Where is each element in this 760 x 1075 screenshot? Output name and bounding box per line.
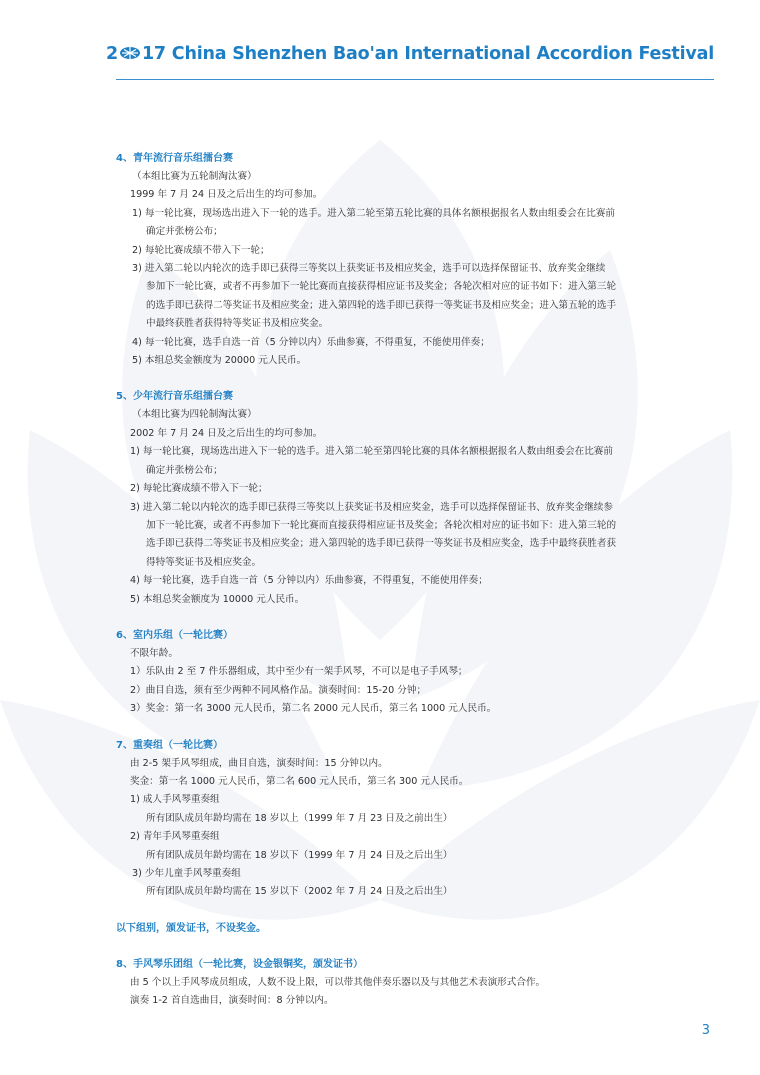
section-line: 所有团队成员年龄均需在 18 岁以上（1999 年 7 月 23 日及之前出生） xyxy=(146,812,453,824)
section-line: 1）乐队由 2 至 7 件乐器组成，其中至少有一架手风琴，不可以是电子手风琴； xyxy=(130,666,468,678)
header-divider xyxy=(116,79,714,80)
section-line: 5) 本组总奖金额度为 20000 元人民币。 xyxy=(132,355,307,367)
section-line: 由 2-5 架手风琴组成，曲目自选，演奏时间：15 分钟以内。 xyxy=(130,757,388,769)
section-heading: 8、手风琴乐团组（一轮比赛，设金银铜奖，颁发证书） xyxy=(116,958,363,970)
year-suffix: 17 xyxy=(141,44,166,64)
section-heading: 5、少年流行音乐组擂台赛 xyxy=(116,391,233,403)
section-line: 1) 每一轮比赛，现场选出进入下一轮的选手。进入第二轮至第四轮比赛的具体名额根据报名人数由组委会在比赛前 xyxy=(130,446,613,458)
section-line: 2) 每轮比赛成绩不带入下一轮； xyxy=(130,483,268,495)
section-line: （本组比赛为五轮制淘汰赛） xyxy=(132,171,257,182)
section-junior-pop xyxy=(116,388,676,608)
rules-content xyxy=(116,150,676,1011)
certificate-notice: 以下组别，颁发证书，不设奖金。 xyxy=(116,922,266,934)
section-line: 5) 本组总奖金额度为 10000 元人民币。 xyxy=(130,593,305,605)
festival-title xyxy=(106,44,714,64)
section-line: 中最终获胜者获得特等奖证书及相应奖金。 xyxy=(146,318,329,330)
page-header xyxy=(0,0,760,90)
section-line: 2) 青年手风琴重奏组 xyxy=(130,831,220,843)
section-line: 演奏 1-2 首自选曲目，演奏时间：8 分钟以内。 xyxy=(130,995,334,1007)
section-line: 1999 年 7 月 24 日及之后出生的均可参加。 xyxy=(130,189,323,201)
section-line: 奖金：第一名 1000 元人民币，第二名 600 元人民币，第三名 300 元人民币。 xyxy=(130,775,469,787)
section-line: 4) 每一轮比赛，选手自选一首（5 分钟以内）乐曲参赛，不得重复，不能使用伴奏； xyxy=(130,575,488,587)
section-line: 2002 年 7 月 24 日及之后出生的均可参加。 xyxy=(130,427,323,439)
section-ensemble xyxy=(116,737,676,902)
year-prefix: 2 xyxy=(105,44,118,64)
section-line: 由 5 个以上手风琴成员组成，人数不设上限，可以带其他伴奏乐器以及与其他艺术表演形式合作。 xyxy=(130,976,546,988)
section-heading: 4、青年流行音乐组擂台赛 xyxy=(116,153,233,164)
section-line: 加下一轮比赛，或者不再参加下一轮比赛而直接获得相应证书及奖金；各轮次相对应的证书如下：进入第三轮的 xyxy=(146,519,617,531)
section-line: 所有团队成员年龄均需在 18 岁以下（1999 年 7 月 24 日及之后出生） xyxy=(146,849,453,861)
section-youth-pop xyxy=(116,150,676,370)
section-line: 3) 进入第二轮以内轮次的选手即已获得三等奖以上获奖证书及相应奖金，选手可以选择保留证书、放弃奖金继续 xyxy=(132,263,606,275)
section-line: 2) 每轮比赛成绩不带入下一轮； xyxy=(132,244,270,256)
section-line: 的选手即已获得二等奖证书及相应奖金；进入第四轮的选手即已获得一等奖证书及相应奖金；进入第五轮的选手 xyxy=(146,299,617,311)
section-line: 确定并张榜公布； xyxy=(146,226,223,238)
section-line: 1) 成人手风琴重奏组 xyxy=(130,794,220,806)
section-line: 3) 少年儿童手风琴重奏组 xyxy=(132,868,241,879)
section-line: 3) 进入第二轮以内轮次的选手即已获得三等奖以上获奖证书及相应奖金，选手可以选择保留证书、放弃奖金继续参 xyxy=(130,501,613,513)
section-line: 选手即已获得二等奖证书及相应奖金；进入第四轮的选手即已获得一等奖证书及相应奖金，选手中最终获胜者获 xyxy=(146,538,617,550)
section-orchestra xyxy=(116,956,676,1011)
section-line: 3）奖金：第一名 3000 元人民币，第二名 2000 元人民币，第三名 1000 元人民币。 xyxy=(130,703,497,715)
section-chamber-music xyxy=(116,627,676,719)
section-line: 得特等奖证书及相应奖金。 xyxy=(146,556,262,568)
accordion-logo-icon xyxy=(119,46,141,60)
section-line: 1) 每一轮比赛，现场选出进入下一轮的选手。进入第二轮至第五轮比赛的具体名额根据报名人数由组委会在比赛前 xyxy=(132,207,615,219)
section-heading: 7、重奏组（一轮比赛） xyxy=(116,739,223,751)
section-line: 不限年龄。 xyxy=(130,647,178,659)
title-text: China Shenzhen Bao'an International Accordion Festival xyxy=(171,44,714,64)
page-number: 3 xyxy=(701,1023,710,1038)
section-heading: 6、室内乐组（一轮比赛） xyxy=(116,629,233,641)
section-line: 2）曲目自选，须有至少两种不同风格作品。演奏时间：15-20 分钟； xyxy=(130,684,427,696)
section-line: 所有团队成员年龄均需在 15 岁以下（2002 年 7 月 24 日及之后出生） xyxy=(146,886,453,898)
section-line: 确定并张榜公布； xyxy=(146,464,223,476)
section-line: （本组比赛为四轮制淘汰赛） xyxy=(132,409,257,421)
section-line: 参加下一轮比赛，或者不再参加下一轮比赛而直接获得相应证书及奖金；各轮次相对应的证书如下：进入第三轮 xyxy=(146,281,617,293)
section-line: 4) 每一轮比赛，选手自选一首（5 分钟以内）乐曲参赛，不得重复，不能使用伴奏； xyxy=(132,336,490,348)
